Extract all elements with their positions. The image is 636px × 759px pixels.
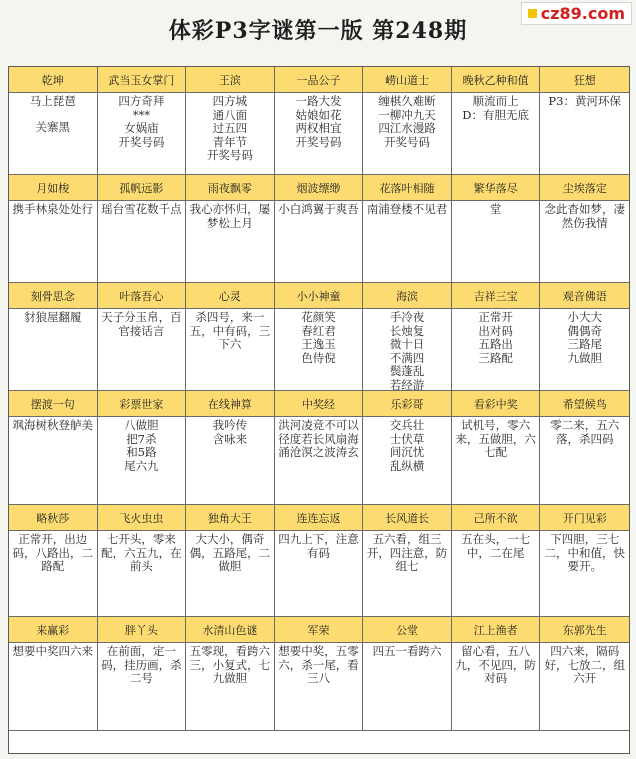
tip-line: 交兵壮 [389,418,425,432]
tip-cell [540,201,629,283]
tip-line: 五零现，看跨六三，小复式，七九做胆 [189,644,271,685]
tip-line: 花颜笑 [301,310,336,324]
tip-cell [9,309,98,391]
puzzle-grid [8,66,630,754]
tip-line: 一柳冲九天 [378,107,436,122]
column-header: 王滨 [186,67,275,93]
column-header: 尘埃落定 [540,175,629,201]
column-header: 乾坤 [9,67,98,93]
tip-line: 我吟传 [212,418,248,432]
tip-cell [186,93,275,175]
column-header: 来赢彩 [9,617,98,643]
tip-line: 开奖号码 [384,134,431,149]
tip-cell [540,309,629,391]
tip-cell [452,201,541,283]
tip-line: 长烛复 [389,323,425,338]
tip-cell [275,417,364,505]
tip-line: 我心亦怀归，屡梦松上月 [189,202,271,230]
column-header: 刻骨思念 [9,283,98,309]
tip-cell [186,417,275,505]
column-header: 飞火虫虫 [98,505,187,531]
tip-cell [186,201,275,283]
column-header: 己所不欲 [452,505,541,531]
column-header: 雨夜飘零 [186,175,275,201]
tip-line: 过五四 [212,121,248,135]
tip-line: 偶偶奇 [567,323,602,338]
column-header: 军荣 [275,617,364,643]
column-header: 孤帆远影 [98,175,187,201]
tip-cell [98,93,187,175]
tip-line: 在前面，定一码，挂历画，杀二号 [101,644,182,685]
tip-cell [9,531,98,617]
tip-cell [452,309,541,391]
tip-line: 试机号，零六来，五做胆，六七配 [455,418,536,459]
logo-square-icon [528,9,537,18]
tip-line: 堂 [489,202,502,216]
column-header: 叶落吾心 [98,283,187,309]
tip-cell [452,643,541,731]
tip-cell [186,531,275,617]
tip-line: 间沉忧 [389,445,425,459]
column-header: 晚秋乙种和值 [452,67,541,93]
column-header: 长风道长 [363,505,452,531]
tip-cell [275,93,364,175]
column-header: 水清山色谜 [186,617,275,643]
page-title: 体彩P3字谜第一版 第248期 [168,18,468,44]
tip-line: 开奖号码 [295,134,342,149]
tip-cell [363,531,452,617]
tip-line: 王逸玉 [301,337,336,351]
tip-cell [98,201,187,283]
column-header: 乐彩哥 [363,391,452,417]
tip-line: 飒海树秋登舻美 [12,418,94,432]
tip-cell [98,417,187,505]
tip-cell [363,93,452,175]
tip-line: 尾六九 [124,458,159,473]
tip-cell [9,417,98,505]
column-header: 公堂 [363,617,452,643]
column-header: 烟波缥缈 [275,175,364,201]
tip-line: 姑娘如花 [295,107,342,122]
tip-line: P3：黄河环保 [548,94,621,108]
tip-line: 鬓蓬乱 [389,364,425,378]
tip-line: 不满四 [389,350,425,365]
tip-cell [452,417,541,505]
tip-line: 五六看，组三开，四注意，防组七 [366,532,448,573]
column-header: 在线神算 [186,391,275,417]
tip-line: 两权相宜 [295,121,342,135]
tip-cell [452,93,541,175]
column-header: 中奖经 [275,391,364,417]
tip-line: 豺狼屋翻履 [24,310,82,324]
column-header: 狂想 [540,67,629,93]
tip-cell [9,93,98,175]
tip-cell [186,309,275,391]
column-header: 吉祥三宝 [452,283,541,309]
tip-line: 五路出 [478,337,513,351]
column-header: 摆渡一句 [9,391,98,417]
tip-line: 零二来，五六落，杀四码 [550,418,620,446]
tip-line: 关寨黑 [35,119,71,134]
tip-cell [275,309,364,391]
tip-line: 正常开，出边码，八路出，二路配 [12,532,94,573]
column-header: 略秋莎 [9,505,98,531]
tip-line: 四方城 [212,94,248,108]
tip-line: 三路尾 [567,337,602,351]
site-watermark [521,2,632,25]
tip-cell [363,309,452,391]
tip-cell [540,531,629,617]
tip-line: 留心看，五八九，不见四，防对码 [455,644,536,685]
tip-cell [9,643,98,731]
tip-cell [275,201,364,283]
tip-line: 把7杀 [126,431,157,446]
tip-line: 念此杳如梦，凄然伤我情 [544,202,625,230]
tip-line: 八做胆 [124,418,159,432]
tip-line: 一路大发 [295,94,342,108]
tip-cell [540,643,629,731]
tip-line: 下四胆，三七二，中和值，快要开。 [544,532,625,573]
column-header: 月如梭 [9,175,98,201]
tip-cell [98,531,187,617]
column-header: 胖丫头 [98,617,187,643]
tip-line: 小白鸿翼于爽吾 [278,202,359,216]
tip-line: 瑶台雪花数千点 [101,202,182,216]
tip-line: 青年节 [212,134,248,149]
column-header: 希望候鸟 [540,391,629,417]
column-header: 独角大王 [186,505,275,531]
tip-line: 士伏草 [389,431,425,446]
tip-line: 女娲庙 [124,121,159,135]
watermark-text: cz89.com [540,4,625,23]
tip-line: 四九上下，注意有码 [278,532,359,560]
tip-cell [98,309,187,391]
tip-line: 携手林泉处处行 [12,202,94,216]
column-header: 东郭先生 [540,617,629,643]
tip-cell [186,643,275,731]
tip-line: 大大小，偶奇偶，五路尾，二做胆 [189,532,271,573]
tip-cell [275,531,364,617]
tip-line: 天子分玉帛，百官接话言 [101,310,182,338]
tip-line: 五在头，一七中，二在尾 [461,532,531,560]
tip-line [12,109,94,121]
column-header: 崂山道士 [363,67,452,93]
tip-line: 四方奇拜 [118,94,165,108]
column-header: 开门见彩 [540,505,629,531]
tip-cell [540,93,629,175]
tip-line: 手冷夜 [389,310,425,324]
tip-line: 若经游 [389,377,425,391]
column-header: 繁华落尽 [452,175,541,201]
column-header: 一品公子 [275,67,364,93]
tip-cell [363,417,452,505]
tip-line: 缠棋久难断 [378,94,436,108]
tip-line: 含咏来 [212,431,248,446]
tip-cell [452,531,541,617]
tip-line: 四江水漫路 [378,121,436,135]
tip-cell [275,643,364,731]
tip-line: 想要中奖，五零六，杀一尾，看三八 [278,644,359,685]
tip-line: 马上琵琶 [29,94,76,108]
tip-line: 顺流而上 [472,94,519,108]
column-header: 江上渔者 [452,617,541,643]
column-header: 彩票世家 [98,391,187,417]
tip-cell [363,201,452,283]
column-header: 心灵 [186,283,275,309]
tip-line: 通八面 [212,107,248,122]
tip-line: *** [132,107,150,122]
tip-line: 洪河凌竞不可以径度若长风扇海涌沧溟之波涛玄 [278,418,359,459]
tip-line: 想要中奖四六来 [12,644,94,658]
tip-cell [9,201,98,283]
tip-cell [98,643,187,731]
tip-line: 杀四号，来一五，中有码，三下六 [189,310,271,351]
column-header: 观音佛语 [540,283,629,309]
tip-line: 四六来，隔码好，七放二，组六开 [544,644,625,685]
tip-line: 三路配 [478,350,513,365]
tip-line: 色侍倪 [301,350,336,365]
tip-line: 正常开 [478,310,513,324]
tip-line: 微十日 [389,337,425,351]
column-header: 连连忘返 [275,505,364,531]
column-header: 小小神童 [275,283,364,309]
tip-line: 春红君 [301,323,336,338]
tip-line: 四五一看跨六 [372,644,442,658]
tip-line: 开奖号码 [206,148,253,162]
tip-line: 和5路 [126,445,157,459]
tip-line: D：有胆无底 [462,107,529,122]
column-header: 花落叶相随 [363,175,452,201]
column-header: 武当玉女掌门 [98,67,187,93]
tip-line: 开奖号码 [118,134,165,149]
tip-line: 出对码 [478,323,513,338]
column-header: 海滨 [363,283,452,309]
tip-line: 乱纵横 [389,458,425,473]
column-header: 看彩中奖 [452,391,541,417]
tip-line: 小大大 [567,310,602,324]
tip-line: 南浦登楼不见君 [366,202,448,216]
tip-line: 九做胆 [567,350,602,365]
tip-cell [540,417,629,505]
tip-line: 七开头，零来配，六五九，在前头 [101,532,182,573]
tip-cell [363,643,452,731]
